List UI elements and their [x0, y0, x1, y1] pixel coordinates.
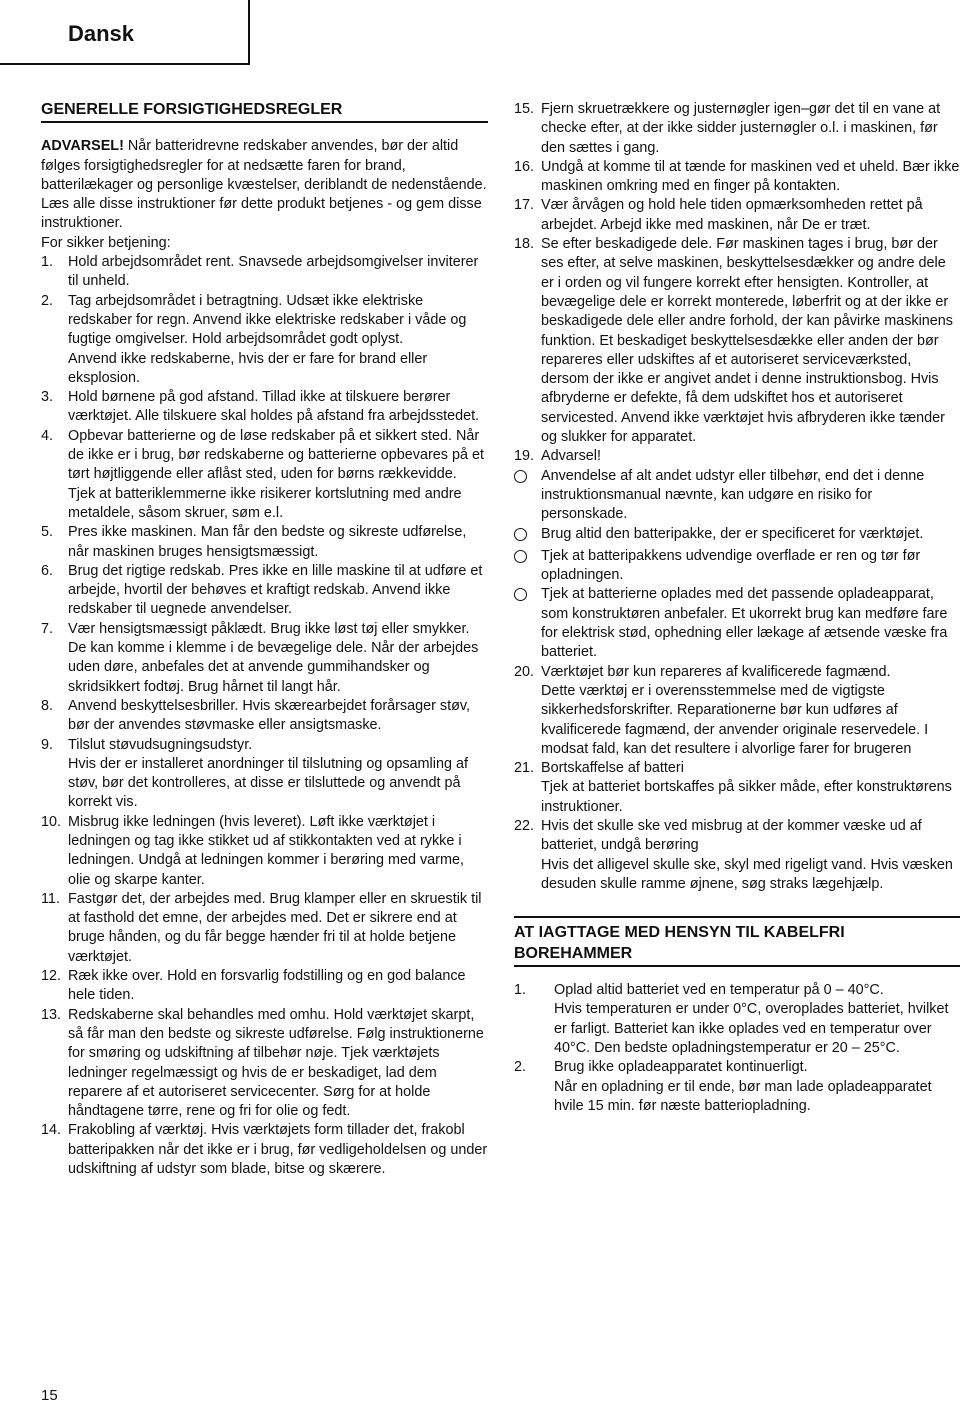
item-number: 10.	[41, 813, 62, 830]
item-text	[68, 736, 488, 813]
item-text	[541, 158, 960, 197]
warning-text: Når batteridrevne redskaber anvendes, bør der altid følges forsigtighedsregler for at nedsætte faren for brand, batterilækager og personlige kvæstelser, deriblandt de nedenstående.	[41, 138, 487, 193]
item-text	[68, 967, 488, 1006]
list-item	[41, 523, 488, 562]
item-paragraph: Oplad altid batteriet ved en temperatur på 0 – 40°C.	[554, 982, 884, 999]
item-text	[68, 813, 488, 890]
item-paragraph: Brug ikke opladeapparatet kontinuerligt.	[554, 1059, 808, 1076]
warning-label: ADVARSEL!	[41, 138, 124, 155]
item-number: 8.	[41, 697, 54, 714]
section-heading-2: AT IAGTTAGE MED HENSYN TIL KABELFRI BOREHAMMER	[514, 916, 960, 967]
item-text	[541, 447, 960, 466]
warning-bullets	[514, 467, 960, 663]
read-all-instructions: Læs alle disse instruktioner før dette produkt betjenes - og gem disse instruktioner.	[41, 196, 482, 232]
item-text	[541, 235, 960, 447]
item-number: 21.	[514, 760, 535, 777]
item-text	[541, 817, 960, 894]
item-paragraph: Hvis det skulle ske ved misbrug at der kommer væske ud af batteriet, undgå berøring	[541, 817, 922, 854]
item-number: 5.	[41, 524, 54, 541]
item-text	[68, 523, 488, 562]
item-paragraph: Når en opladning er til ende, bør man lade opladeapparatet hvile 15 min. før næste batteriopladning.	[554, 1078, 932, 1114]
right-list-c	[514, 981, 960, 1116]
item-paragraph: Tjek at batteriklemmerne ikke risikerer kortslutning med andre metaldele, såsom skruer, søm e.l.	[68, 485, 462, 521]
right-list-a	[514, 100, 960, 467]
list-item	[41, 620, 488, 697]
list-item	[514, 1058, 960, 1116]
item-paragraph: Værktøjet bør kun repareres af kvalificerede fagmænd.	[541, 663, 891, 680]
list-item	[41, 890, 488, 967]
item-text	[68, 1006, 488, 1122]
item-text	[68, 388, 488, 427]
item-text	[68, 1121, 488, 1179]
item-paragraph: Se efter beskadigede dele. Før maskinen tages i brug, bør der ses efter, at selve maskinen, beskyttelsesdækker og andre dele er i orden og vil fungere korrekt efter hensigten. Kontroller, at bevægelige dele er korrekt monterede, løberfrit og at der ikke er beskadigede dele eller andre forhold, der kan påvirke maskinens funktion. Et beskadiget beskyttelsesdække eller anden der bør repareres eller udskiftes af et autoriseret serviceværksted, dersom der ikke er angivet andet i denne instruktionsbog. Hvis afbryderne er defekte, få dem udskiftet hos et autoriseret servicested. Anvend ikke værktøjet hvis afbryderen ikke tænder og slukker for apparatet.	[541, 236, 953, 446]
item-text	[541, 196, 960, 235]
item-text	[68, 697, 488, 736]
list-item	[41, 813, 488, 890]
item-paragraph: Hold arbejdsområdet rent. Snavsede arbejdsomgivelser inviterer til unheld.	[68, 254, 479, 290]
list-item	[514, 100, 960, 158]
item-paragraph: Anvend beskyttelsesbriller. Hvis skærearbejdet forårsager støv, bør der anvendes støvmaske eller ansigtsmaske.	[68, 697, 471, 734]
item-paragraph: Hold børnene på god afstand. Tillad ikke at tilskuere berører værktøjet. Alle tilskuere skal holdes på afstand fra arbejdsstedet.	[68, 389, 480, 425]
item-paragraph: Advarsel!	[541, 448, 601, 465]
bullet-item	[514, 467, 960, 525]
item-text	[541, 100, 960, 158]
item-paragraph: Fastgør det, der arbejdes med. Brug klamper eller en skruestik til at fasthold det emne, der arbejdes med. Det er sikrere end at bruge hånden, og du får begge hænder fri til at holde betjene værktøjet.	[68, 890, 482, 965]
item-number: 20.	[514, 663, 535, 680]
item-number: 22.	[514, 817, 535, 834]
list-item	[41, 697, 488, 736]
bullet-text: Anvendelse af alt andet udstyr eller tilbehør, end det i denne instruktionsmanual nævnte, kan udgøre en risiko for personskade.	[541, 467, 925, 523]
item-number: 18.	[514, 236, 535, 253]
item-paragraph: Frakobling af værktøj. Hvis værktøjets form tillader det, frakobl batteripakken når det ikke er i brug, før vedligeholdelsen og under udskiftning af udstyr som blade, bitse og skærere.	[68, 1122, 488, 1178]
item-paragraph: Redskaberne skal behandles med omhu. Hold værktøjet skarpt, så får man den bedste og sikreste udførelse. Følg instruktionerne for smøring og udskiftning af tilbehør nøje. Tjek værktøjets ledninger regelmæssigt og hvis de er beskadiget, lad dem reparere af et autoriseret servicecenter. Sørg for at holde håndtagene tørre, rene og fri for olie og fedt.	[68, 1006, 484, 1120]
item-paragraph: Bortskaffelse af batteri	[541, 760, 684, 777]
item-text	[68, 292, 488, 388]
item-number: 2.	[514, 1059, 527, 1076]
item-number: 12.	[41, 968, 62, 985]
bullet-item	[514, 547, 960, 586]
item-paragraph: Tag arbejdsområdet i betragtning. Udsæt ikke elektriske redskaber for regn. Anvend ikke elektriske redskaber i våde og fugtige omgivelser. Hold arbejdsområdet godt oplyst.	[68, 292, 467, 348]
item-paragraph: Hvis der er installeret anordninger til tilslutning og opsamling af støv, bør det kontrolleres, at disse er tilsluttede og anvendt på korrekt vis.	[68, 755, 468, 811]
circle-bullet-icon	[514, 525, 541, 547]
circle-bullet-icon	[514, 467, 541, 525]
item-number: 9.	[41, 736, 54, 753]
item-paragraph: Opbevar batterierne og de løse redskaber på et sikkert sted. Når de ikke er i brug, bør redskaberne og batterierne opbevares på et tørt højtliggende eller aflåst sted, uden for børns rækkevidde.	[68, 427, 484, 483]
item-paragraph: Hvis temperaturen er under 0°C, overoplades batteriet, hvilket er farligt. Batteriet kan ikke oplades ved en temperatur over 40°C. Den bedste opladningstemperatur er 20 – 25°C.	[554, 1001, 949, 1057]
list-item	[41, 1006, 488, 1122]
item-number: 2.	[41, 292, 54, 309]
left-column	[41, 100, 488, 1179]
item-paragraph: Pres ikke maskinen. Man får den bedste og sikreste udførelse, når maskinen bruges hensigtsmæssigt.	[68, 524, 467, 560]
warning-paragraph	[41, 137, 488, 195]
item-number: 17.	[514, 197, 535, 214]
list-item	[41, 562, 488, 620]
list-item	[41, 967, 488, 1006]
list-item	[41, 1121, 488, 1179]
item-text	[554, 1058, 960, 1116]
bullet-item	[514, 525, 960, 547]
bullet-text: Tjek at batterierne oplades med det passende opladeapparat, som konstruktøren anbefaler. Et ukorrekt brug kan medføre fare for elektrisk stød, ophedning eller lækage af ætsende væske fra batteriet.	[541, 586, 948, 661]
list-item	[514, 981, 960, 1058]
item-paragraph: Vær årvågen og hold hele tiden opmærksomheden rettet på arbejdet. Arbejd ikke med maskinen, når De er træt.	[541, 197, 923, 233]
item-paragraph: Hvis det alligevel skulle ske, skyl med rigeligt vand. Hvis væsken desuden skulle ramme øjnene, søg straks lægehjælp.	[541, 856, 953, 892]
circle-bullet-icon	[514, 585, 541, 662]
item-paragraph: Fjern skruetrækkere og justernøgler igen–gør det til en vane at checke efter, at der ikke sidder justernøgler o.l. i maskinen, før den sættes i gang.	[541, 101, 941, 156]
list-item	[514, 158, 960, 197]
list-item	[514, 196, 960, 235]
item-text	[68, 890, 488, 967]
bullet-item	[514, 585, 960, 662]
list-item	[514, 447, 960, 466]
left-list	[41, 253, 488, 1179]
item-number: 1.	[41, 254, 54, 271]
circle-bullet-icon	[514, 547, 541, 586]
item-text	[68, 562, 488, 620]
item-paragraph: Misbrug ikke ledningen (hvis leveret). Løft ikke værktøjet i ledningen og tag ikke stikket ud af stikkontakten ved at rykke i ledningen. Undgå at ledningen kommer i berøring med varme, olie og skarpe kanter.	[68, 813, 464, 888]
item-text	[68, 253, 488, 292]
item-text	[68, 427, 488, 523]
item-paragraph: Dette værktøj er i overensstemmelse med de vigtigste sikkerhedsforskrifter. Reparationerne bør kun udføres af kvalificerede fagmænd, der anvender originale reservedele. I modsat fald, kan det resultere i alvorlige farer for brugeren	[541, 682, 929, 757]
language-tab	[0, 0, 250, 65]
list-item	[514, 663, 960, 759]
item-number: 19.	[514, 448, 535, 465]
item-paragraph: Brug det rigtige redskab. Pres ikke en lille maskine til at udføre et arbejde, hvortil der behøves et kraftigt redskab. Anvend ikke redskaber til uegnede anvendelser.	[68, 562, 483, 618]
item-number: 13.	[41, 1006, 62, 1023]
language-label: Dansk	[68, 21, 135, 46]
item-number: 1.	[514, 982, 527, 999]
item-number: 16.	[514, 158, 535, 175]
item-number: 6.	[41, 562, 54, 579]
list-item	[41, 253, 488, 292]
item-paragraph: Vær hensigtsmæssigt påklædt. Brug ikke løst tøj eller smykker. De kan komme i klemme i de bevægelige dele. Når der arbejdes uden døre, anbefales det at anvende gummihandsker og skridsikkert fodtøj. Brug hårnet til langt hår.	[68, 620, 479, 695]
item-number: 14.	[41, 1122, 62, 1139]
item-number: 4.	[41, 427, 54, 444]
item-paragraph: Tilslut støvudsugningsudstyr.	[68, 736, 253, 753]
section-heading: GENERELLE FORSIGTIGHEDSREGLER	[41, 100, 488, 123]
item-text	[554, 981, 960, 1058]
item-paragraph: Tjek at batteriet bortskaffes på sikker måde, efter konstruktørens instruktioner.	[541, 779, 952, 815]
bullet-text: Brug altid den batteripakke, der er specificeret for værktøjet.	[541, 525, 924, 542]
item-text	[541, 759, 960, 817]
item-number: 7.	[41, 620, 54, 637]
list-item	[41, 388, 488, 427]
list-item	[41, 736, 488, 813]
list-item	[514, 235, 960, 447]
page-number: 15	[41, 1387, 58, 1404]
list-item	[514, 759, 960, 817]
item-number: 15.	[514, 101, 535, 117]
list-item	[41, 427, 488, 523]
item-number: 11.	[41, 890, 60, 907]
item-number: 3.	[41, 389, 54, 406]
right-column	[514, 100, 960, 1116]
item-paragraph: Anvend ikke redskaberne, hvis der er fare for brand eller eksplosion.	[68, 350, 428, 386]
right-list-b	[514, 663, 960, 895]
item-text	[541, 663, 960, 759]
list-item	[514, 817, 960, 894]
item-text	[68, 620, 488, 697]
bullet-text: Tjek at batteripakkens udvendige overflade er ren og tør før opladningen.	[541, 547, 921, 584]
safe-operation-label: For sikker betjening:	[41, 234, 171, 251]
item-paragraph: Ræk ikke over. Hold en forsvarlig fodstilling og en god balance hele tiden.	[68, 968, 466, 1004]
list-item	[41, 292, 488, 388]
item-paragraph: Undgå at komme til at tænde for maskinen ved et uheld. Bær ikke maskinen omkring med en finger på kontakten.	[541, 158, 960, 195]
